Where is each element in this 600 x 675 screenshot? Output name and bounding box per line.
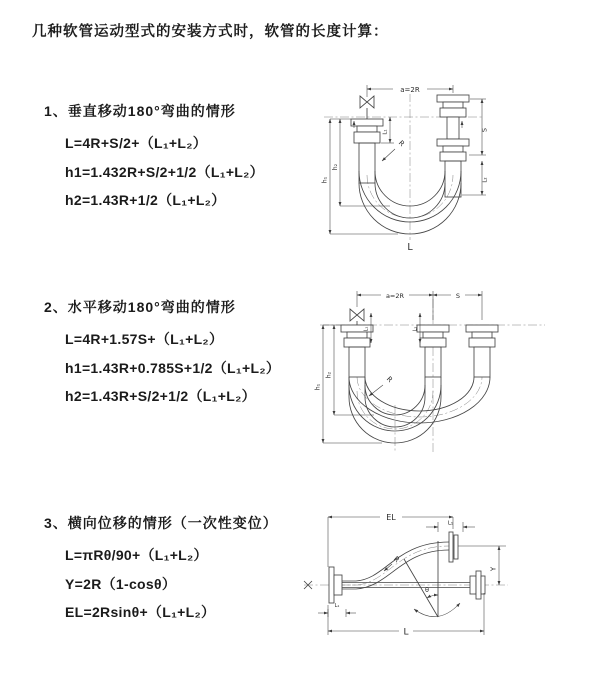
centerlines — [320, 299, 545, 453]
label-l2: L₂ — [482, 177, 489, 183]
diagram-horizontal-180 — [310, 285, 600, 455]
formula-line: L=πRθ/90+（L₁+L₂） — [65, 547, 208, 563]
label-l2: L₂ — [412, 326, 419, 332]
valve-icon — [357, 309, 364, 321]
hose-and-fittings — [304, 532, 485, 617]
label-l: L — [403, 627, 409, 638]
formula-line: h2=1.43R+S/2+1/2（L₁+L₂） — [65, 388, 256, 404]
formula-line: L=4R+1.57S+（L₁+L₂） — [65, 331, 224, 347]
braided-hose-section — [349, 347, 365, 377]
diagram-horizontal-180-svg — [310, 285, 600, 455]
label-h2: h₂ — [332, 163, 339, 171]
diagram-lateral-displacement — [298, 505, 598, 640]
label-s: S — [480, 127, 489, 133]
section-2-heading: 2、水平移动180°弯曲的情形 — [44, 299, 236, 315]
label-h1: h₁ — [321, 176, 329, 184]
label-h2: h₂ — [325, 371, 333, 379]
section-3-heading: 3、横向位移的情形（一次性变位） — [44, 515, 278, 531]
label-r: R — [391, 554, 401, 565]
label-l: L — [407, 242, 413, 253]
valve-icon — [360, 96, 367, 108]
label-r: R — [396, 139, 406, 149]
formula-line: L=4R+S/2+（L₁+L₂） — [65, 135, 208, 151]
label-theta: θ — [425, 586, 429, 594]
formula-line: Y=2R（1-cosθ） — [65, 575, 177, 592]
page-title: 几种软管运动型式的安装方式时，软管的长度计算： — [32, 24, 389, 40]
diagram-lateral-svg — [298, 505, 598, 640]
label-el: EL — [386, 513, 396, 522]
diagram-vertical-180 — [310, 75, 600, 255]
section-1-formulas — [65, 129, 326, 215]
label-s: S — [455, 292, 461, 300]
label-l1: L₁ — [382, 129, 389, 135]
label-l1: L₁ — [447, 520, 454, 527]
dimension-lines — [323, 291, 482, 443]
label-span: a=2R — [385, 292, 405, 300]
diagram-vertical-180-svg — [310, 75, 600, 255]
label-l1: L₁ — [363, 326, 370, 332]
section-1-heading: 1、垂直移动180°弯曲的情形 — [44, 103, 236, 119]
formula-line: h2=1.43R+1/2（L₁+L₂） — [65, 192, 226, 208]
section-horizontal-180 — [44, 297, 326, 411]
label-h1: h₁ — [314, 383, 322, 391]
section-vertical-180 — [44, 101, 326, 215]
formula-line: h1=1.43R+0.785S+1/2（L₁+L₂） — [65, 359, 281, 376]
section-2-formulas — [65, 325, 326, 411]
label-r: R — [384, 375, 394, 385]
label-span: a=2R — [400, 86, 420, 94]
section-3-formulas — [65, 541, 326, 627]
formula-line: EL=2Rsinθ+（L₁+L₂） — [65, 604, 216, 620]
valve-icon — [350, 309, 357, 321]
label-y: Y — [489, 566, 498, 572]
valve-icon — [367, 96, 374, 108]
formula-line: h1=1.432R+S/2+1/2（L₁+L₂） — [65, 163, 264, 180]
section-lateral-displacement — [44, 513, 326, 627]
label-l1-bottom: L₁ — [334, 603, 340, 609]
